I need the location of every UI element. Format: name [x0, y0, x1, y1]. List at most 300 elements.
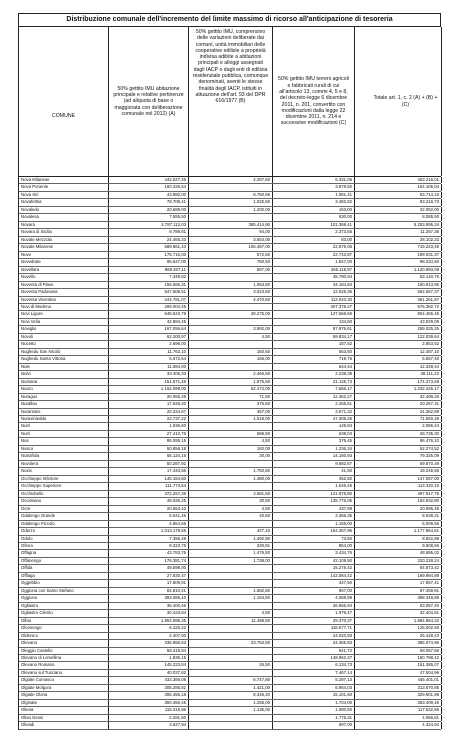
cell-c: 29.370,37	[273, 618, 355, 624]
cell-b: 165,00	[189, 356, 273, 362]
cell-comune: Novoli	[19, 334, 109, 340]
cell-b: 1.738,00	[189, 558, 273, 564]
table-row	[19, 715, 441, 722]
cell-a: 589.861,43	[109, 244, 189, 250]
table-row	[19, 670, 441, 677]
cell-total: 53.140,76	[355, 274, 442, 280]
cell-comune: Nuxis	[19, 468, 109, 474]
cell-a: 145.223,84	[109, 662, 189, 668]
header-col-b	[189, 27, 273, 176]
cell-total: 32.499,26	[355, 394, 442, 400]
cell-c: 2.239,39	[273, 371, 355, 377]
cell-b: 4,50	[189, 438, 273, 444]
cell-b: 760,50	[189, 259, 273, 265]
cell-a: 95.627,00	[109, 259, 189, 265]
cell-total: 1.120.993,08	[355, 267, 442, 273]
cell-a: 24.465,33	[109, 237, 189, 243]
table-row	[19, 252, 441, 259]
cell-c: 1.546,46	[273, 483, 355, 489]
cell-b	[189, 461, 273, 467]
cell-b: 3.554,00	[189, 237, 273, 243]
cell-b	[189, 423, 273, 429]
cell-a: 49.598,00	[109, 565, 189, 571]
cell-comune: Numana	[19, 379, 109, 385]
cell-total: 2.853,52	[355, 341, 442, 347]
table-row	[19, 207, 441, 214]
cell-total: 6.557,40	[355, 356, 442, 362]
table-row	[19, 386, 441, 393]
cell-b: 182,00	[189, 446, 273, 452]
cell-a: 8.789,81	[109, 229, 189, 235]
cell-b: 28.275,00	[189, 311, 273, 317]
cell-comune: Noventa di Piave	[19, 282, 109, 288]
cell-comune: Odolo	[19, 536, 109, 542]
cell-c: 12.362,27	[273, 394, 355, 400]
table-row	[19, 722, 441, 729]
document-page	[18, 13, 441, 730]
cell-comune: Oggebbio	[19, 580, 109, 586]
table-row	[19, 662, 441, 669]
cell-b: 30,50	[189, 498, 273, 504]
cell-total: 1.177.964,61	[355, 528, 442, 534]
table-row	[19, 371, 441, 378]
cell-a: 4.787.112,03	[109, 222, 189, 228]
cell-total: 313.670,85	[355, 685, 442, 691]
cell-c: 12.025,36	[273, 289, 355, 295]
cell-c: 9.682,57	[273, 461, 355, 467]
cell-a: 111.773,64	[109, 483, 189, 489]
cell-b	[189, 565, 273, 571]
cell-comune: Nulvi	[19, 371, 109, 377]
cell-a: 3.627,94	[109, 722, 189, 728]
cell-comune: Novi Velia	[19, 319, 109, 325]
cell-a: 8.323,75	[109, 543, 189, 549]
cell-b	[189, 625, 273, 631]
cell-b: 4,50	[189, 506, 273, 512]
cell-total: 190.913,95	[355, 282, 442, 288]
cell-comune: Oggiona con Santo Stefano	[19, 588, 109, 594]
cell-comune: Olginate	[19, 700, 109, 706]
table-row	[19, 282, 441, 289]
cell-comune: Offida	[19, 565, 109, 571]
cell-b: 30,00	[189, 453, 273, 459]
cell-a: 350.450,45	[109, 700, 189, 706]
table-row	[19, 304, 441, 311]
table-row	[19, 580, 441, 587]
cell-comune: Nova Milanese	[19, 177, 109, 183]
table-row	[19, 565, 441, 572]
cell-comune: Oggiono	[19, 595, 109, 601]
cell-a: 7.555,50	[109, 214, 189, 220]
table-row	[19, 640, 441, 647]
cell-c: 24.020,93	[273, 633, 355, 639]
cell-b	[189, 304, 273, 310]
cell-comune: Nus	[19, 438, 109, 444]
cell-a: 1.853.995,35	[109, 618, 189, 624]
cell-comune: Occhieppo Superiore	[19, 483, 109, 489]
cell-b	[189, 580, 273, 586]
header-col-total-label: Totale art. 1, c. 2 (A) + (B) + (C)	[373, 95, 438, 108]
cell-b: 4.257,50	[189, 177, 273, 183]
table-row	[19, 491, 441, 498]
cell-a: 1.162.099,00	[109, 386, 189, 392]
cell-a: 115.316,96	[109, 707, 189, 713]
cell-a: 43.882,00	[109, 192, 189, 198]
cell-b: 1.480,00	[189, 476, 273, 482]
cell-c: 1.847,00	[273, 259, 355, 265]
cell-c: 59.834,17	[273, 334, 355, 340]
table-row	[19, 177, 441, 184]
cell-total: 64.873,42	[355, 565, 442, 571]
cell-c: 22.743,87	[273, 252, 355, 258]
cell-comune: Odalengo Grande	[19, 513, 109, 519]
cell-total: 20.995,48	[355, 506, 442, 512]
cell-b: 567,00	[189, 267, 273, 273]
cell-total: 361.261,87	[355, 297, 442, 303]
cell-a: 33.406,33	[109, 371, 189, 377]
cell-b: 23.753,50	[189, 640, 273, 646]
cell-a: 648.623,79	[109, 311, 189, 317]
cell-comune: Occhiobello	[19, 491, 109, 497]
cell-total: 2.086,44	[355, 423, 442, 429]
cell-c: 112.010,30	[273, 297, 355, 303]
table-row	[19, 341, 441, 348]
cell-total: 63.057,40	[355, 603, 442, 609]
cell-total: 87.459,91	[355, 588, 442, 594]
cell-a: 167.056,64	[109, 326, 189, 332]
cell-a: 40.037,82	[109, 670, 189, 676]
cell-b	[189, 184, 273, 190]
table-row	[19, 483, 441, 490]
table-row	[19, 349, 441, 356]
cell-b: 11.498,50	[189, 618, 273, 624]
cell-c: 644,44	[273, 364, 355, 370]
cell-a: 11.763,10	[109, 349, 189, 355]
cell-b	[189, 364, 273, 370]
cell-a: 84.810,41	[109, 588, 189, 594]
header-col-a	[109, 27, 189, 176]
table-row	[19, 394, 441, 401]
table-row	[19, 237, 441, 244]
cell-comune: Novellara	[19, 267, 109, 273]
cell-a: 7.349,82	[109, 274, 189, 280]
cell-total: 11.257,36	[355, 229, 442, 235]
table-row	[19, 476, 441, 483]
cell-a: 306.455,18	[109, 692, 189, 698]
table-row	[19, 214, 441, 221]
cell-total: 329.901,98	[355, 692, 442, 698]
cell-a: 151.571,45	[109, 379, 189, 385]
cell-b: 62.472,00	[189, 386, 273, 392]
cell-total: 59.057,66	[355, 648, 442, 654]
cell-c: 14.160,93	[273, 453, 355, 459]
cell-a: 5.672,64	[109, 356, 189, 362]
cell-c: 452,50	[273, 476, 355, 482]
cell-c: 47.305,26	[273, 416, 355, 422]
cell-comune: Ocre	[19, 506, 109, 512]
cell-a: 5.541,46	[109, 513, 189, 519]
table-row	[19, 625, 441, 632]
table-row	[19, 267, 441, 274]
cell-total: 562.657,37	[355, 289, 442, 295]
cell-c: 3.434,76	[273, 550, 355, 556]
cell-total: 48.695,02	[355, 550, 442, 556]
cell-a: 269.004,45	[109, 304, 189, 310]
cell-c: 148.962,27	[273, 655, 355, 661]
cell-a: 244.781,07	[109, 297, 189, 303]
table-row	[19, 259, 441, 266]
cell-b: 1.492,90	[189, 536, 273, 542]
table-row	[19, 536, 441, 543]
cell-a: 86.095,15	[109, 438, 189, 444]
table-row	[19, 289, 441, 296]
cell-b	[189, 274, 273, 280]
cell-comune: Odalengo Piccolo	[19, 521, 109, 527]
cell-comune: Nughedu Santa Vittoria	[19, 356, 109, 362]
cell-comune: Olivadi	[19, 722, 109, 728]
cell-comune: Ofena	[19, 543, 109, 549]
cell-c: 563,50	[273, 349, 355, 355]
cell-comune: Olcenengo	[19, 625, 109, 631]
cell-c: 1.775,31	[273, 715, 355, 721]
table-row	[19, 573, 441, 580]
cell-a: 305.285,82	[109, 685, 189, 691]
cell-comune: Novi di Modena	[19, 304, 109, 310]
cell-b: 1.476,50	[189, 550, 273, 556]
cell-comune: Novello	[19, 274, 109, 280]
cell-total: 719.223,49	[355, 244, 442, 250]
cell-total: 445.401,01	[355, 677, 442, 683]
table-row	[19, 655, 441, 662]
cell-total: 169.994,89	[355, 573, 442, 579]
cell-total: 86.476,10	[355, 438, 442, 444]
cell-total: 47.504,96	[355, 670, 442, 676]
cell-total: 38.111,22	[355, 371, 442, 377]
cell-b: 1.518,00	[189, 416, 273, 422]
cell-a: 393.085,10	[109, 595, 189, 601]
cell-a: 50.856,18	[109, 446, 189, 452]
cell-b: 4,50	[189, 334, 273, 340]
table-row	[19, 692, 441, 699]
table-row	[19, 603, 441, 610]
cell-b: 1.200,00	[189, 207, 273, 213]
table-row	[19, 244, 441, 251]
cell-comune: Occhieppo Inferiore	[19, 476, 109, 482]
cell-b: 330,81	[189, 543, 273, 549]
cell-total: 98.234,50	[355, 259, 442, 265]
document-title: Distribuzione comunale dell'incremento del limite massimo di ricorso all'anticipazione di tesoreria	[18, 13, 441, 27]
cell-comune: Nova Ponente	[19, 184, 109, 190]
table-row	[19, 431, 441, 438]
cell-total: 28.735,30	[355, 431, 442, 437]
cell-c: 7.467,14	[273, 670, 355, 676]
cell-c: 967,00	[273, 588, 355, 594]
table-row	[19, 222, 441, 229]
cell-c: 149,84	[273, 423, 355, 429]
cell-comune: Olgiate Molgora	[19, 685, 109, 691]
cell-comune: Nova Siri	[19, 192, 109, 198]
cell-comune: Oleggio Castello	[19, 648, 109, 654]
header-col-a-label: 50% gettito IMU abitazione principale e relative pertinenze (ad aliquota di base o maggiorata con deliberazione comunale nel 2012) (A)	[113, 85, 184, 117]
cell-c: 1.080,60	[273, 707, 355, 713]
cell-a: 175.715,00	[109, 252, 189, 258]
cell-c: 142.064,42	[273, 573, 355, 579]
cell-c: 437,88	[273, 506, 355, 512]
table-row	[19, 229, 441, 236]
cell-b	[189, 715, 273, 721]
cell-total: 71.560,48	[355, 416, 442, 422]
cell-comune: Olevano sul Tusciano	[19, 670, 109, 676]
cell-a: 20.334,67	[109, 409, 189, 415]
cell-b	[189, 655, 273, 661]
cell-b	[189, 648, 273, 654]
cell-a: 78.708,41	[109, 199, 189, 205]
cell-b: 1.421,00	[189, 685, 273, 691]
cell-comune: Novara di Sicilia	[19, 229, 109, 235]
cell-total: 117.532,56	[355, 707, 442, 713]
table-row	[19, 461, 441, 468]
cell-c: 164.357,96	[273, 528, 355, 534]
cell-b	[189, 633, 273, 639]
cell-b: 365.414,90	[189, 222, 273, 228]
cell-total: 1.894.864,22	[355, 618, 442, 624]
table-row	[19, 438, 441, 445]
cell-c: 87.976,61	[273, 326, 355, 332]
cell-comune: Novalesa	[19, 214, 109, 220]
table-row	[19, 468, 441, 475]
cell-total: 220.228,24	[355, 558, 442, 564]
table-row	[19, 550, 441, 557]
cell-c: 2.265,61	[273, 401, 355, 407]
cell-a: 27.410,76	[109, 431, 189, 437]
cell-b: 686,50	[189, 431, 273, 437]
cell-b: 3.681,60	[189, 491, 273, 497]
cell-c: 15.275,42	[273, 565, 355, 571]
cell-comune: Nuraminis	[19, 409, 109, 415]
cell-a: 2.696,00	[109, 341, 189, 347]
cell-a: 176.381,74	[109, 558, 189, 564]
cell-comune: Nurri	[19, 423, 109, 429]
cell-a: 20.553,10	[109, 506, 189, 512]
cell-total: 12.328,44	[355, 364, 442, 370]
cell-comune: Nughedu San Nicolò	[19, 349, 109, 355]
cell-a: 2.407,50	[109, 633, 189, 639]
cell-total: 26.428,43	[355, 633, 442, 639]
cell-total: 4.066,81	[355, 715, 442, 721]
cell-total: 8.938,31	[355, 513, 442, 519]
cell-c: 376,45	[273, 438, 355, 444]
table-row	[19, 513, 441, 520]
cell-total: 53.714,10	[355, 192, 442, 198]
cell-total: 83.216,73	[355, 199, 442, 205]
table-row	[19, 618, 441, 625]
cell-a: 7.356,48	[109, 536, 189, 542]
table-row	[19, 588, 441, 595]
table-row	[19, 311, 441, 318]
cell-a: 11.684,00	[109, 364, 189, 370]
cell-comune: Olevano	[19, 640, 109, 646]
cell-c: 34.184,84	[273, 282, 355, 288]
table-row	[19, 648, 441, 655]
cell-b: 71,50	[189, 394, 273, 400]
header-col-b-label: 50% gettito IMU, comprensivo delle variazioni deliberate dai comuni, unità immobiliari delle cooperative edilizie a proprietà indivisa adibite a abitazioni principali e alloggi assegnati dagli IACP o dagli enti di edilizia residenziale pubblica, comunque denominati, aventi le stesse finalità degli IACP, istituiti in attuazione dell'art. 93 del DPR 616/1977 (B)	[192, 29, 269, 105]
cell-b: 1.063,80	[189, 282, 273, 288]
cell-b: 4.470,50	[189, 297, 273, 303]
table-row	[19, 184, 441, 191]
cell-total: 8.922,88	[355, 536, 442, 542]
cell-comune: Novedrate	[19, 259, 109, 265]
cell-a: 36.400,46	[109, 603, 189, 609]
cell-c: 638,04	[273, 431, 355, 437]
cell-c: 1.236,34	[273, 446, 355, 452]
cell-c: 134,60	[273, 319, 355, 325]
cell-comune: Olbia	[19, 618, 109, 624]
table-row	[19, 364, 441, 371]
table-row	[19, 319, 441, 326]
cell-total: 497.917,75	[355, 491, 442, 497]
cell-c: 3.482,82	[273, 199, 355, 205]
table-row	[19, 453, 441, 460]
cell-total: 4.324,94	[355, 722, 442, 728]
cell-total: 6.009,56	[355, 521, 442, 527]
cell-c: 41,50	[273, 468, 355, 474]
cell-c: 45.790,94	[273, 274, 355, 280]
table-row	[19, 685, 441, 692]
cell-b: 160,50	[189, 349, 273, 355]
cell-b: 3.023,50	[189, 289, 273, 295]
cell-a: 433.366,08	[109, 677, 189, 683]
cell-comune: Oldenico	[19, 633, 109, 639]
cell-b	[189, 483, 273, 489]
cell-b: 1.025,50	[189, 199, 273, 205]
cell-c: 127.566,66	[273, 311, 355, 317]
table-row	[19, 297, 441, 304]
cell-b: 1.676,50	[189, 379, 273, 385]
cell-c: 3.879,50	[273, 184, 355, 190]
table-row	[19, 700, 441, 707]
cell-a: 865.307,11	[109, 267, 189, 273]
cell-a: 22.737,22	[109, 416, 189, 422]
cell-total: 28.102,33	[355, 237, 442, 243]
cell-a: 336.955,63	[109, 640, 189, 646]
table-row	[19, 274, 441, 281]
cell-comune: Offagna	[19, 550, 109, 556]
cell-total: 79.325,09	[355, 453, 442, 459]
cell-a: 20.065,49	[109, 394, 189, 400]
cell-total: 52.274,52	[355, 446, 442, 452]
cell-a: 6.425,22	[109, 625, 189, 631]
cell-b: 26,50	[189, 662, 273, 668]
cell-a: 27.930,47	[109, 573, 189, 579]
cell-b: 3.992,00	[189, 326, 273, 332]
cell-total: 150.798,42	[355, 655, 442, 661]
table-row	[19, 379, 441, 386]
cell-comune: Nucetto	[19, 341, 109, 347]
cell-a: 2.291,50	[109, 715, 189, 721]
table-row	[19, 595, 441, 602]
table-row	[19, 543, 441, 550]
cell-a: 1.836,15	[109, 655, 189, 661]
cell-c: 719,76	[273, 356, 355, 362]
cell-total: 5.253.895,34	[355, 222, 442, 228]
cell-comune: Noventa Padovana	[19, 289, 109, 295]
cell-total: 398.348,89	[355, 595, 442, 601]
cell-c: 255.118,97	[273, 267, 355, 273]
cell-b	[189, 670, 273, 676]
cell-c: 121.978,80	[273, 491, 355, 497]
cell-comune: Novaledo	[19, 207, 109, 213]
cell-a: 160.326,54	[109, 184, 189, 190]
